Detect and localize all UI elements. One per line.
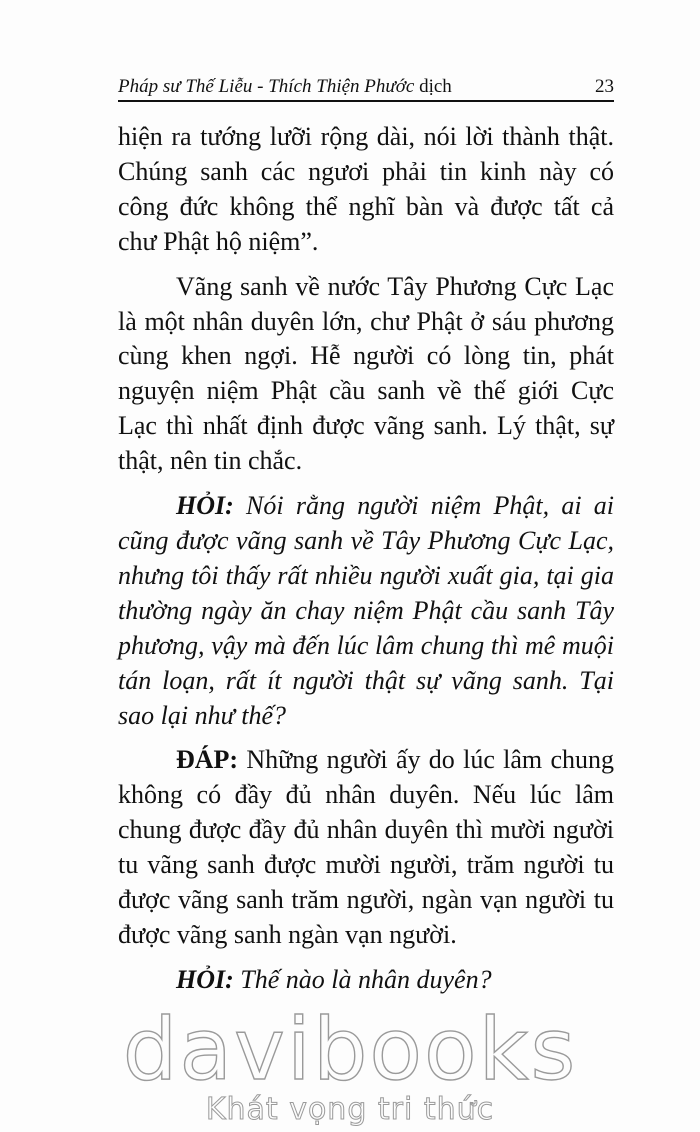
question-2 [118, 963, 614, 998]
answer-1 [118, 743, 614, 952]
header-title-plain: dịch [419, 76, 452, 97]
question-label: HỎI: [176, 964, 234, 994]
paragraph-vang-sanh: Vãng sanh về nước Tây Phương Cực Lạc là một nhân duyên lớn, chư Phật ở sáu phương cùng khen ngợi. Hễ người có lòng tin, phát nguyện niệm Phật cầu sanh về thế giới Cực Lạc thì nhất định được vãng sanh. Lý thật, sự thật, nên tin chắc. [118, 271, 614, 476]
question-label: HỎI: [176, 491, 234, 521]
paragraph-continuation: hiện ra tướng lưỡi rộng dài, nói lời thành thật. Chúng sanh các ngươi phải tin kinh này có công đức không thể nghĩ bàn và được tất cả chư Phật hộ niệm”. [118, 122, 614, 256]
running-header [118, 74, 614, 102]
watermark-brand: davibooks [122, 1000, 578, 1100]
header-title-italic: Pháp sư Thế Liễu - Thích Thiện Phước [118, 76, 415, 97]
watermark [0, 1000, 700, 1132]
answer-text: Những người ấy do lúc lâm chung không có đầy đủ nhân duyên. Nếu lúc lâm chung được đầy đủ nhân duyên thì mười người tu vãng sanh được mười người, trăm người tu được vãng sanh trăm người, ngàn vạn người tu được vãng sanh ngàn vạn người. [118, 745, 615, 949]
question-text: Nói rằng người niệm Phật, ai ai cũng được vãng sanh về Tây Phương Cực Lạc, nhưng tôi thấy rất nhiều người xuất gia, tại gia thường ngày ăn chay niệm Phật cầu sanh Tây phương, vậy mà đến lúc lâm chung thì mê muội tán loạn, rất ít người thật sự vãng sanh. Tại sao lại như thế? [118, 491, 615, 730]
page-number: 23 [595, 76, 614, 97]
watermark-tagline: Khát vọng tri thức [205, 1092, 495, 1127]
page-body [118, 120, 614, 1008]
question-1 [118, 489, 614, 733]
header-title [118, 76, 452, 98]
answer-label: ĐÁP: [176, 745, 239, 775]
question-text: Thế nào là nhân duyên? [240, 964, 492, 994]
